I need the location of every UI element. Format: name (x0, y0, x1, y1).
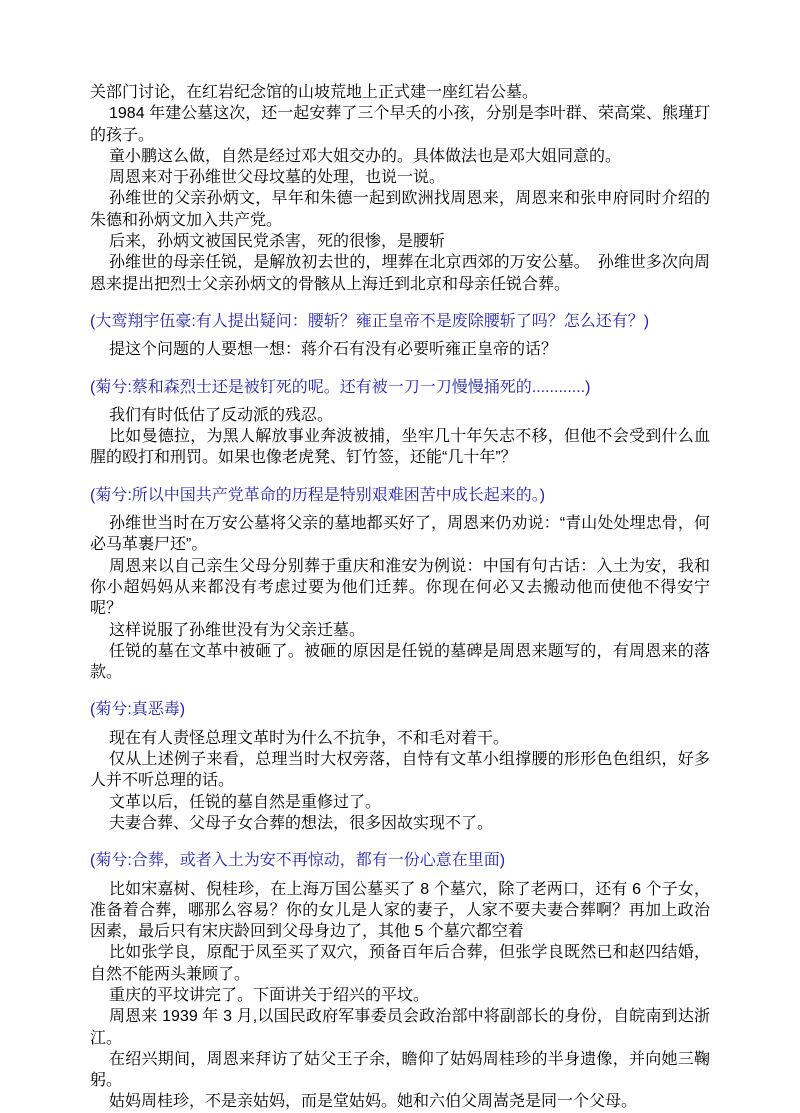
paragraph: 现在有人责怪总理文革时为什么不抗争，不和毛对着干。 (109, 729, 510, 747)
paragraph: 提这个问题的人要想一想：蒋介石有没有必要听雍正皇帝的话？ (109, 341, 558, 359)
paragraph: 这样说服了孙维世没有为父亲迁墓。 (109, 621, 366, 639)
paragraph: 任锐的墓在文革中被砸了。被砸的原因是任锐的墓碑是周恩来题写的，有周恩来的落款。 (90, 642, 710, 682)
paragraph: 在绍兴期间，周恩来拜访了姑父王子余，瞻仰了姑妈周桂珍的半身遗像，并向她三鞠躬。 (90, 1050, 710, 1090)
paragraph: 1984 年建公墓这次，还一起安葬了三个早夭的小孩，分别是李叶群、荣高棠、熊瑾玎的孩子。 (90, 105, 710, 144)
paragraph: 姑妈周桂珍，不是亲姑妈，而是堂姑妈。她和六伯父周嵩尧是同一个父母。 (109, 1093, 638, 1111)
paragraph: 童小鹏这么做，自然是经过邓大姐交办的。具体做法也是邓大姐同意的。 (109, 147, 622, 165)
paragraph: 孙维世的母亲任锐，是解放初去世的，埋葬在北京西郊的万安公墓。 孙维世多次向周恩来提出把烈士父亲孙炳文的骨骸从上海迁到北京和母亲任锐合葬。 (90, 254, 710, 293)
paragraph: 孙维世的父亲孙炳文，早年和朱德一起到欧洲找周恩来，周恩来和张申府同时介绍的朱德和孙炳文加入共产党。 (90, 190, 710, 229)
commentary-note: (菊兮:所以中国共产党革命的历程是特别艰难困苦中成长起来的。) (90, 486, 546, 504)
paragraph: 后来，孙炳文被国民党杀害，死的很惨，是腰斩 (109, 233, 446, 251)
paragraph: 孙维世当时在万安公墓将父亲的墓地都买好了，周恩来仍劝说：“青山处处埋忠骨，何必马革裹尸还”。 (90, 515, 710, 554)
paragraph: 关部门讨论，在红岩纪念馆的山坡荒地上正式建一座红岩公墓。 (90, 84, 539, 101)
document-body (90, 82, 710, 1113)
paragraph: 文革以后，任锐的墓自然是重修过了。 (109, 793, 382, 811)
commentary-note: (菊兮:真恶毒) (90, 701, 186, 719)
commentary-note: (菊兮:蔡和森烈士还是被钉死的呢。还有被一刀一刀慢慢捅死的............) (90, 378, 591, 396)
paragraph: 比如张学良，原配于凤至买了双穴，预备百年后合葬，但张学良既然已和赵四结婚，自然不能两头兼顾了。 (90, 944, 710, 983)
paragraph: 比如曼德拉，为黑人解放事业奔波被捕，坐牢几十年矢志不移，但他不会受到什么血腥的殴打和刑罚。如果也像老虎凳、钉竹签，还能“几十年”？ (90, 428, 710, 467)
commentary-note: (大鸾翔宇伍豪:有人提出疑问：腰斩？雍正皇帝不是废除腰斩了吗？怎么还有？) (90, 312, 650, 330)
paragraph: 周恩来对于孙维世父母坟墓的处理，也说一说。 (109, 169, 446, 187)
paragraph: 仅从上述例子来看，总理当时大权旁落，自恃有文革小组撑腰的形形色色组织，好多人并不听总理的话。 (90, 751, 710, 790)
paragraph: 比如宋嘉树、倪桂珍，在上海万国公墓买了 8 个墓穴，除了老两口，还有 6 个子女，准备着合葬，哪那么容易？你的女儿是人家的妻子，人家不要夫妻合葬啊？再加上政治因素，最后只有宋庆龄回到父母身边了，其他 5 个墓穴都空着 (90, 880, 710, 941)
paragraph: 周恩来以自己亲生父母分别葬于重庆和淮安为例说：中国有句古话：入土为安，我和你小超妈妈从来都没有考虑过要为他们迁葬。你现在何必又去搬动他而使他不得安宁呢？ (90, 557, 710, 618)
commentary-note: (菊兮:合葬，或者入土为安不再惊动，都有一份心意在里面) (90, 852, 506, 870)
paragraph: 重庆的平坟讲完了。下面讲关于绍兴的平坟。 (109, 986, 430, 1004)
paragraph: 夫妻合葬、父母子女合葬的想法，很多因故实现不了。 (109, 814, 494, 832)
paragraph: 我们有时低估了反动派的残忍。 (109, 406, 334, 424)
paragraph: 周恩来 1939 年 3 月,以国民政府军事委员会政治部中将副部长的身份，自皖南到达浙江。 (90, 1008, 710, 1047)
